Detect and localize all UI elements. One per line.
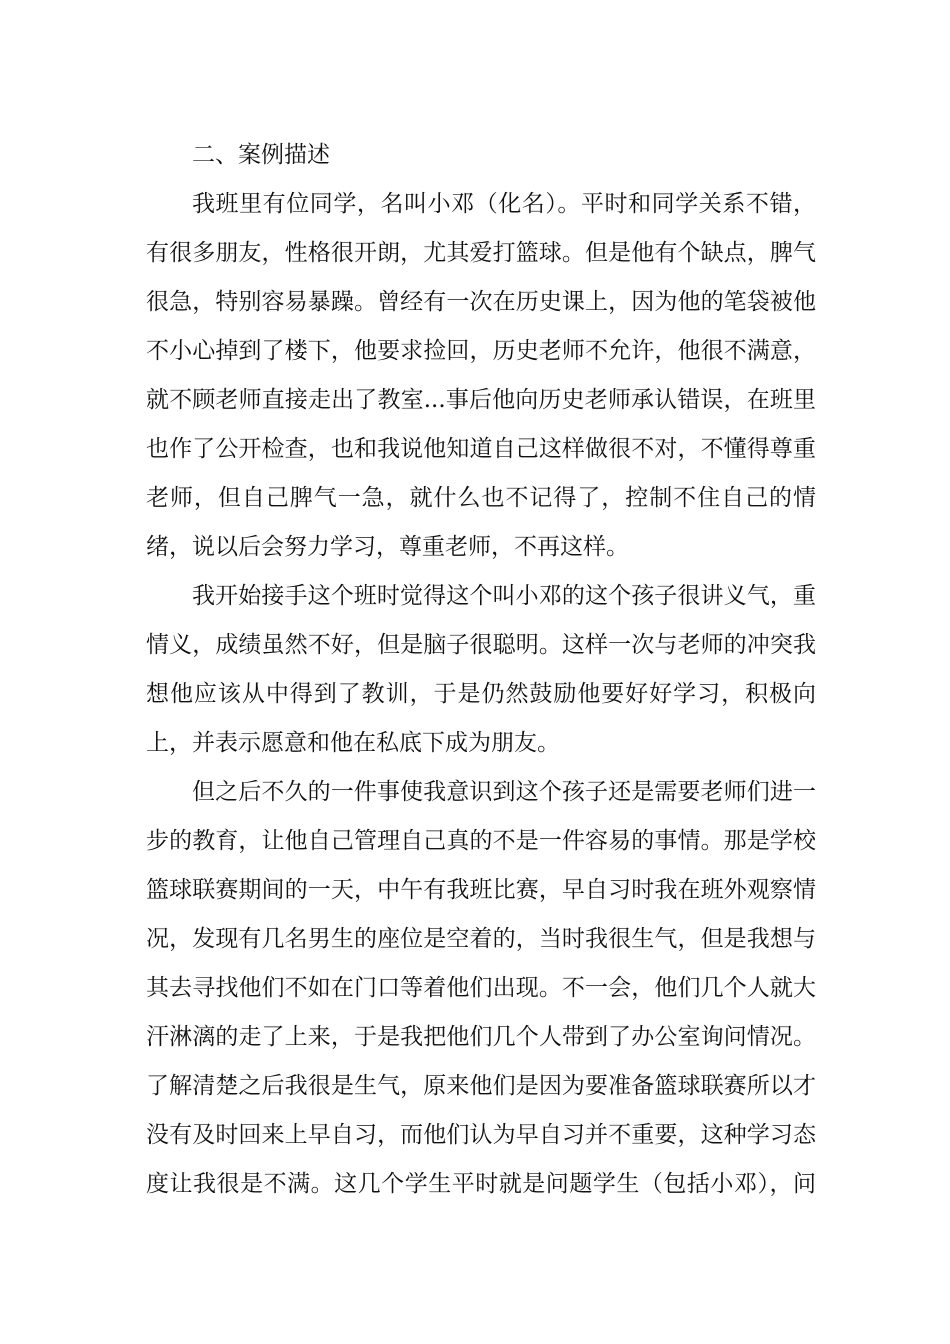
text-line: 也作了公开检查，也和我说他知道自己这样做很不对，不懂得尊重: [146, 436, 816, 462]
paragraph: [146, 768, 816, 1209]
text-line: 老师，但自己脾气一急，就什么也不记得了，控制不住自己的情: [146, 485, 816, 511]
text-line: 很急，特别容易暴躁。曾经有一次在历史课上，因为他的笔袋被他: [146, 289, 816, 315]
section-heading: 二、案例描述: [192, 142, 330, 168]
text-line: 步的教育，让他自己管理自己真的不是一件容易的事情。那是学校: [146, 828, 816, 854]
text-line: 了解清楚之后我很是生气，原来他们是因为要准备篮球联赛所以才: [146, 1073, 816, 1099]
text-line: 汗淋漓的走了上来，于是我把他们几个人带到了办公室询问情况。: [146, 1024, 816, 1050]
text-line: 度让我很是不满。这几个学生平时就是问题学生（包括小邓），问: [146, 1171, 816, 1197]
text-line: 有很多朋友，性格很开朗，尤其爱打篮球。但是他有个缺点，脾气: [146, 240, 816, 266]
paragraph: [146, 572, 816, 768]
text-line: 但之后不久的一件事使我意识到这个孩子还是需要老师们进一: [192, 779, 816, 805]
text-line: 况，发现有几名男生的座位是空着的，当时我很生气，但是我想与: [146, 926, 816, 952]
text-line: 篮球联赛期间的一天，中午有我班比赛，早自习时我在班外观察情: [146, 877, 816, 903]
paragraph: [146, 180, 816, 572]
text-line: 没有及时回来上早自习，而他们认为早自习并不重要，这种学习态: [146, 1122, 816, 1148]
text-line: 想他应该从中得到了教训，于是仍然鼓励他要好好学习，积极向: [146, 681, 816, 707]
text-line: 其去寻找他们不如在门口等着他们出现。不一会，他们几个人就大: [146, 975, 816, 1001]
document-body: [146, 131, 816, 1209]
text-line: 我班里有位同学，名叫小邓（化名）。平时和同学关系不错，: [192, 191, 816, 217]
text-line: 就不顾老师直接走出了教室...事后他向历史老师承认错误，在班里: [146, 387, 816, 413]
text-line: 情义，成绩虽然不好，但是脑子很聪明。这样一次与老师的冲突我: [146, 632, 816, 658]
text-line: 不小心掉到了楼下，他要求捡回，历史老师不允许，他很不满意，: [146, 338, 816, 364]
text-line: 我开始接手这个班时觉得这个叫小邓的这个孩子很讲义气，重: [192, 583, 816, 609]
text-line: 绪，说以后会努力学习，尊重老师，不再这样。: [146, 534, 629, 560]
text-line: 上，并表示愿意和他在私底下成为朋友。: [146, 730, 560, 756]
